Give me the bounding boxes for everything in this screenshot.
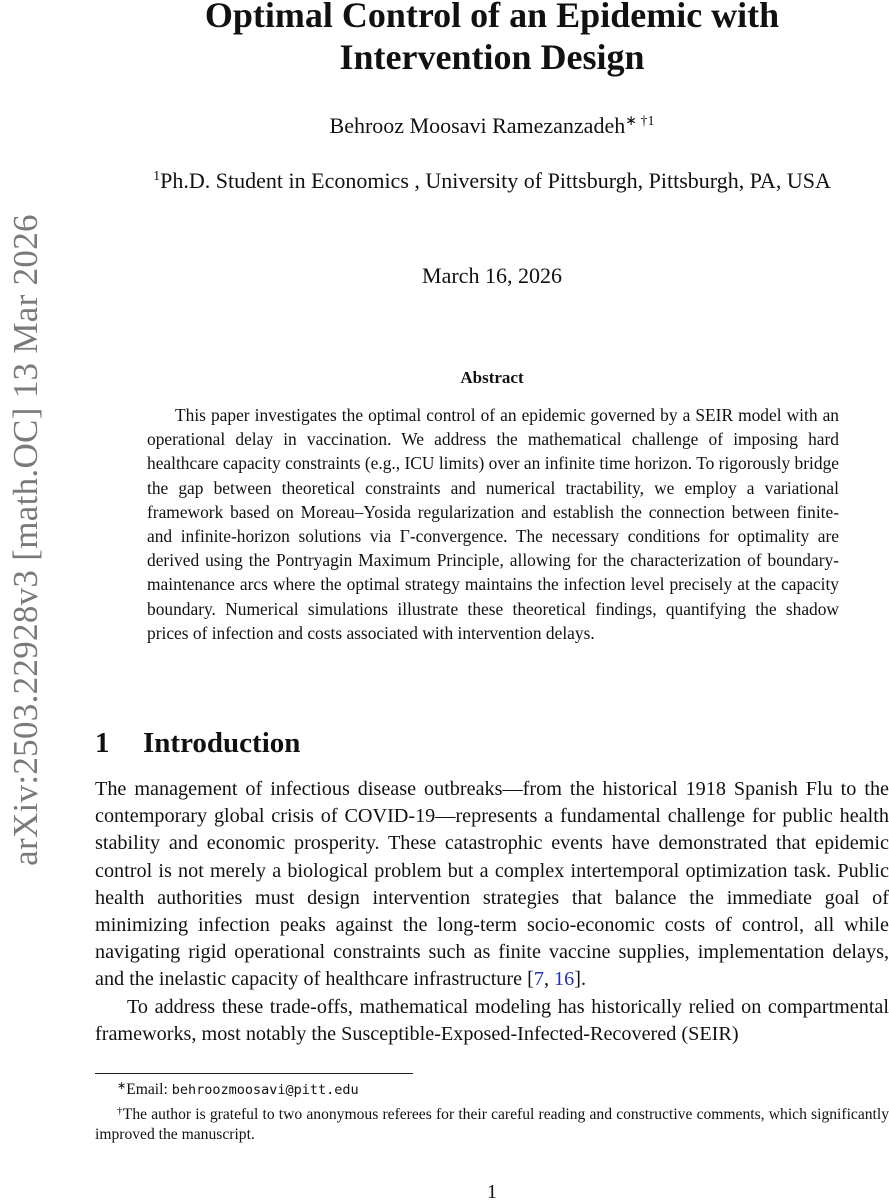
introduction-body: [95, 776, 889, 1048]
author-name: Behrooz Moosavi Ramezanzadeh: [329, 113, 626, 138]
footnote-thanks-text: The author is grateful to two anonymous referees for their careful reading and constructive comments, which significantly improved the manuscript.: [95, 1105, 889, 1143]
abstract-text: This paper investigates the optimal control of an epidemic governed by a SEIR model with an operational delay in vaccination. We address the mathematical challenge of imposing hard healthcare capacity constraints (e.g., ICU limits) over an infinite time horizon. To rigorously bridge the gap between theoretical constraints and numerical tractability, we employ a variational framework based on Moreau–Yosida regularization and establish the connection between finite- and infinite-horizon solutions via Γ-convergence. The necessary conditions for optimality are derived using the Pontryagin Maximum Principle, allowing for the characterization of boundary-maintenance arcs where the optimal strategy maintains the infection level precisely at the capacity boundary. Numerical simulations illustrate these theoretical findings, quantifying the shadow prices of infection and costs associated with intervention delays.: [147, 405, 839, 643]
email-address[interactable]: behroozmoosavi@pitt.edu: [171, 1082, 359, 1098]
page-number: 1: [487, 1181, 497, 1203]
paragraph-text: The management of infectious disease outbreaks—from the historical 1918 Spanish Flu to the contemporary global crisis of COVID-19—represents a fundamental challenge for public health stability and economic prosperity. These catastrophic events have demonstrated that epidemic control is not merely a biological problem but a complex intertemporal optimization task. Public health authorities must design intervention strategies that balance the immediate goal of minimizing infection peaks against the long-term socio-economic costs of control, all while navigating rigid operational constraints such as finite vaccine supplies, implementation delays, and the inelastic capacity of healthcare infrastructure [: [95, 778, 889, 991]
paragraph: [95, 776, 889, 994]
author-footnote-marks: ∗ †1: [625, 114, 655, 129]
section-title: Introduction: [143, 727, 301, 759]
footnote-mark: †: [117, 1104, 123, 1117]
footnote-thanks: [95, 1101, 889, 1146]
footnote-divider: [95, 1073, 413, 1074]
affiliation: [100, 161, 884, 197]
arxiv-identifier-stamp: arXiv:2503.22928v3 [math.OC] 13 Mar 2026: [6, 214, 45, 866]
footnotes: [95, 1076, 889, 1146]
citation-link[interactable]: 16: [554, 968, 575, 991]
footnote-mark: ∗: [117, 1080, 127, 1092]
title-line-2: Intervention Design: [339, 37, 645, 77]
citation-separator: ,: [543, 968, 555, 991]
paper-title: [95, 0, 889, 78]
paragraph-end: ].: [574, 968, 587, 991]
paragraph: To address these trade-offs, mathematical modeling has historically relied on compartmental frameworks, most notably the Susceptible-Exposed-Infected-Recovered (SEIR): [95, 995, 889, 1045]
footnote-email-label: Email:: [126, 1081, 172, 1098]
footnote-email: [95, 1076, 889, 1101]
affiliation-mark: 1: [153, 169, 161, 184]
section-heading-introduction: [95, 726, 300, 760]
abstract-heading: Abstract: [460, 368, 524, 387]
title-line-1: Optimal Control of an Epidemic with: [204, 0, 780, 35]
citation-link[interactable]: 7: [533, 968, 544, 991]
section-number: 1: [95, 727, 110, 759]
affiliation-text: Ph.D. Student in Economics , University of Pittsburgh, Pittsburgh, PA, USA: [160, 168, 831, 193]
paper-date: March 16, 2026: [422, 263, 562, 288]
author-line: [95, 108, 889, 140]
